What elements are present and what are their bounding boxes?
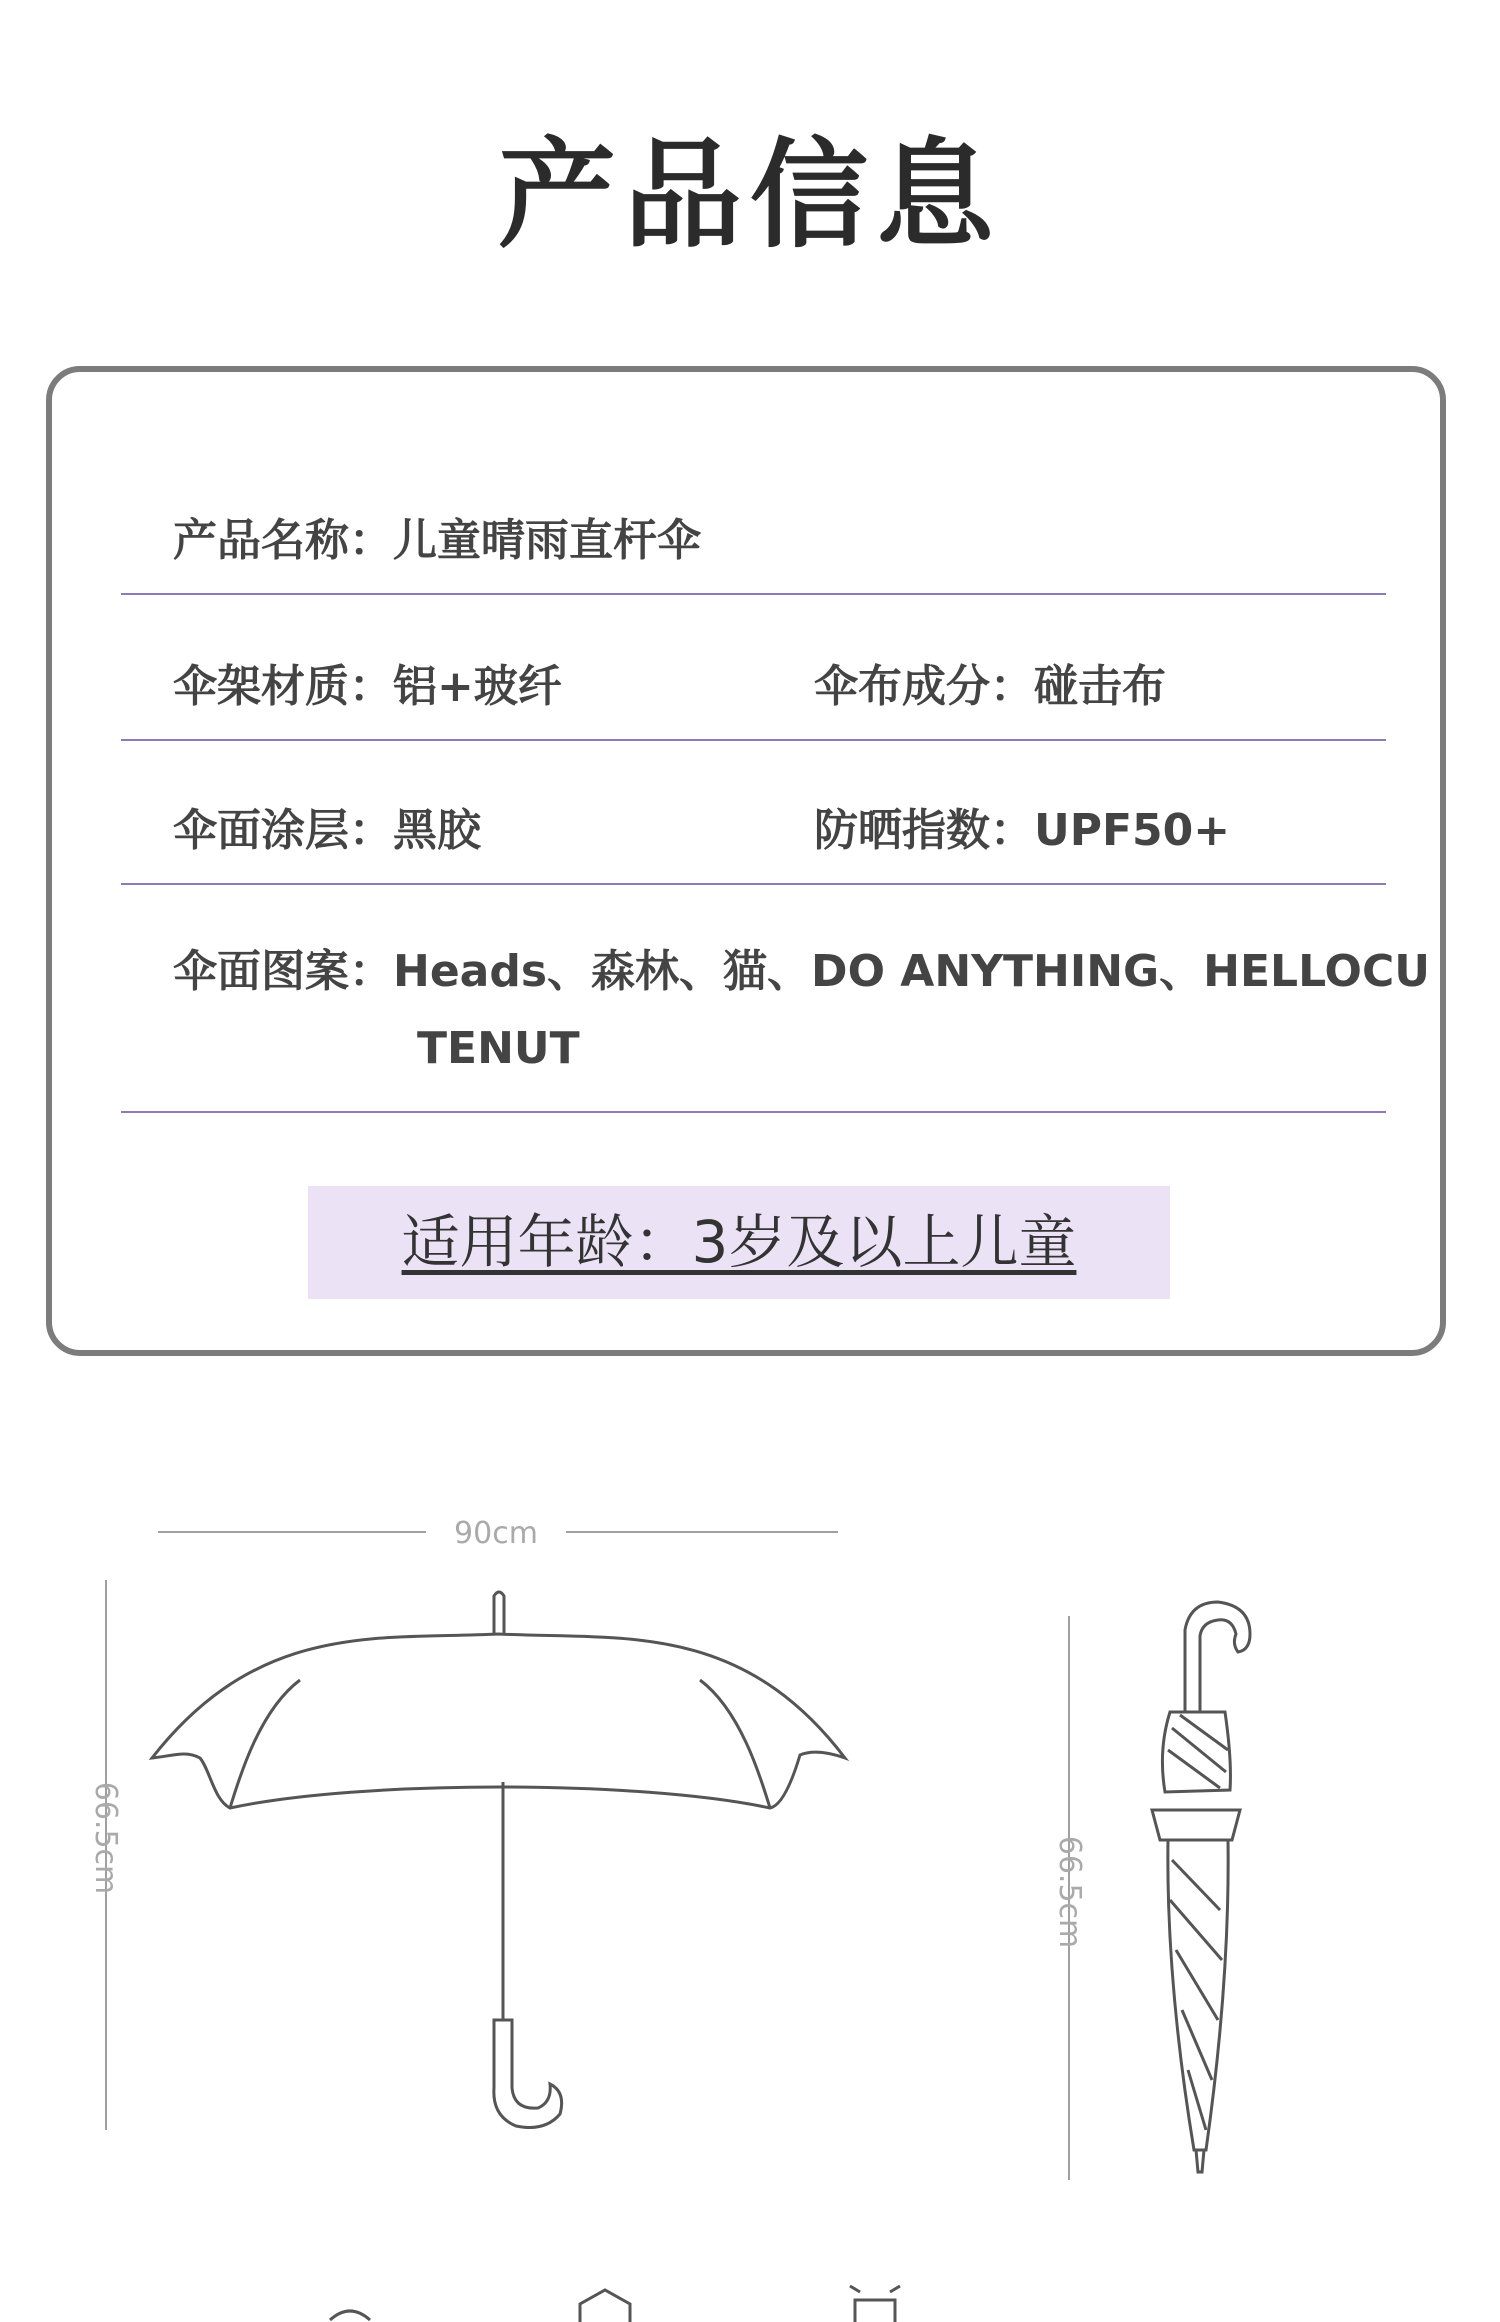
sun-icon <box>330 2311 370 2320</box>
spec-value: 铝+玻纤 <box>393 661 562 712</box>
spec-value: Heads、森林、猫、DO ANYTHING、HELLOCU <box>393 946 1430 997</box>
spec-label: 防晒指数： <box>814 805 1034 856</box>
spec-fabric <box>814 650 1166 714</box>
spec-pattern <box>173 935 1430 999</box>
umbrella-diagram <box>0 1420 1500 2322</box>
spec-pattern-continued: TENUT <box>417 1023 580 1074</box>
spec-row-material <box>121 595 1386 741</box>
spec-label: 伞布成分： <box>814 661 1034 712</box>
spec-label: 伞面涂层： <box>173 805 393 856</box>
spec-row-name <box>121 372 1386 595</box>
bug-icon <box>850 2286 900 2322</box>
spec-row-coating <box>121 741 1386 885</box>
spec-value: UPF50+ <box>1034 805 1231 856</box>
spec-label: 伞面图案： <box>173 946 393 997</box>
age-badge-text: 适用年龄：3岁及以上儿童 <box>401 1208 1077 1276</box>
spec-upf <box>814 794 1230 858</box>
open-width-label: 90cm <box>454 1516 538 1551</box>
age-badge <box>308 1186 1170 1299</box>
open-umbrella-icon <box>152 1592 845 2128</box>
shield-icon <box>580 2290 630 2322</box>
spec-coating <box>173 794 481 858</box>
umbrella-dimension-figure <box>0 1420 1500 2322</box>
spec-product-name <box>173 504 701 568</box>
product-info-card <box>46 366 1446 1356</box>
closed-umbrella-icon <box>1152 1602 1250 2172</box>
spec-label: 伞架材质： <box>173 661 393 712</box>
spec-value: 碰击布 <box>1034 661 1166 712</box>
spec-label: 产品名称： <box>173 515 393 566</box>
spec-row-pattern <box>121 885 1430 1113</box>
spec-frame-material <box>173 650 562 714</box>
spec-value: 黑胶 <box>393 805 481 856</box>
page-title: 产品信息 <box>497 126 1002 264</box>
closed-height-label: 66.5cm <box>1052 1835 1087 1949</box>
open-height-label: 66.5cm <box>88 1781 123 1895</box>
spec-value: 儿童晴雨直杆伞 <box>393 515 701 566</box>
